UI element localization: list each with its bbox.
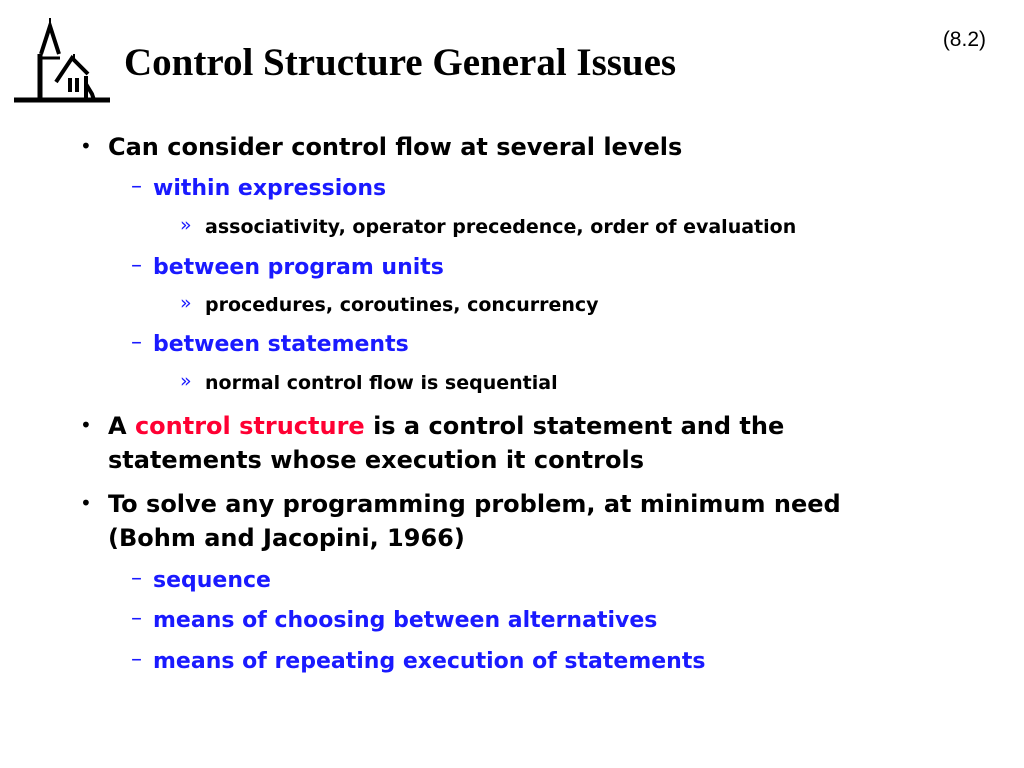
bullet-dot-icon: • bbox=[80, 134, 92, 158]
sub-bullet-sequence: sequence bbox=[153, 568, 271, 593]
dash-marker-icon: – bbox=[131, 647, 142, 672]
bullet-dot-icon: • bbox=[80, 413, 92, 437]
detail-sequential-flow: normal control flow is sequential bbox=[205, 372, 558, 394]
slide-title: Control Structure General Issues bbox=[124, 41, 677, 84]
dash-marker-icon: – bbox=[131, 606, 142, 631]
dash-marker-icon: – bbox=[131, 566, 142, 591]
dash-marker-icon: – bbox=[131, 330, 142, 355]
chevron-marker-icon: » bbox=[180, 214, 192, 236]
sub-bullet-within-expressions: within expressions bbox=[153, 176, 387, 201]
bullet-programming-problem-line2: (Bohm and Jacopini, 1966) bbox=[108, 524, 465, 552]
text-suffix: is a control statement and the bbox=[373, 412, 785, 440]
bullet-control-structure-def-line2: statements whose execution it controls bbox=[108, 446, 644, 474]
bullet-dot-icon: • bbox=[80, 491, 92, 515]
chevron-marker-icon: » bbox=[180, 370, 192, 392]
text-prefix: A bbox=[108, 412, 127, 440]
sub-bullet-between-statements: between statements bbox=[153, 332, 409, 357]
sub-bullet-alternatives: means of choosing between alternatives bbox=[153, 608, 658, 633]
sub-bullet-repeating: means of repeating execution of statements bbox=[153, 649, 706, 674]
dash-marker-icon: – bbox=[131, 174, 142, 199]
bullet-control-flow-levels: Can consider control flow at several levels bbox=[108, 133, 683, 161]
bullet-control-structure-def bbox=[108, 409, 784, 443]
chevron-marker-icon: » bbox=[180, 292, 192, 314]
detail-procedures: procedures, coroutines, concurrency bbox=[205, 294, 599, 316]
bullet-programming-problem: To solve any programming problem, at minimum need bbox=[108, 490, 841, 518]
dash-marker-icon: – bbox=[131, 253, 142, 278]
church-logo-icon bbox=[12, 16, 112, 106]
sub-bullet-program-units: between program units bbox=[153, 255, 444, 280]
highlight-term: control structure bbox=[134, 412, 365, 440]
slide-number: (8.2) bbox=[942, 28, 986, 51]
detail-associativity: associativity, operator precedence, order of evaluation bbox=[205, 216, 797, 238]
